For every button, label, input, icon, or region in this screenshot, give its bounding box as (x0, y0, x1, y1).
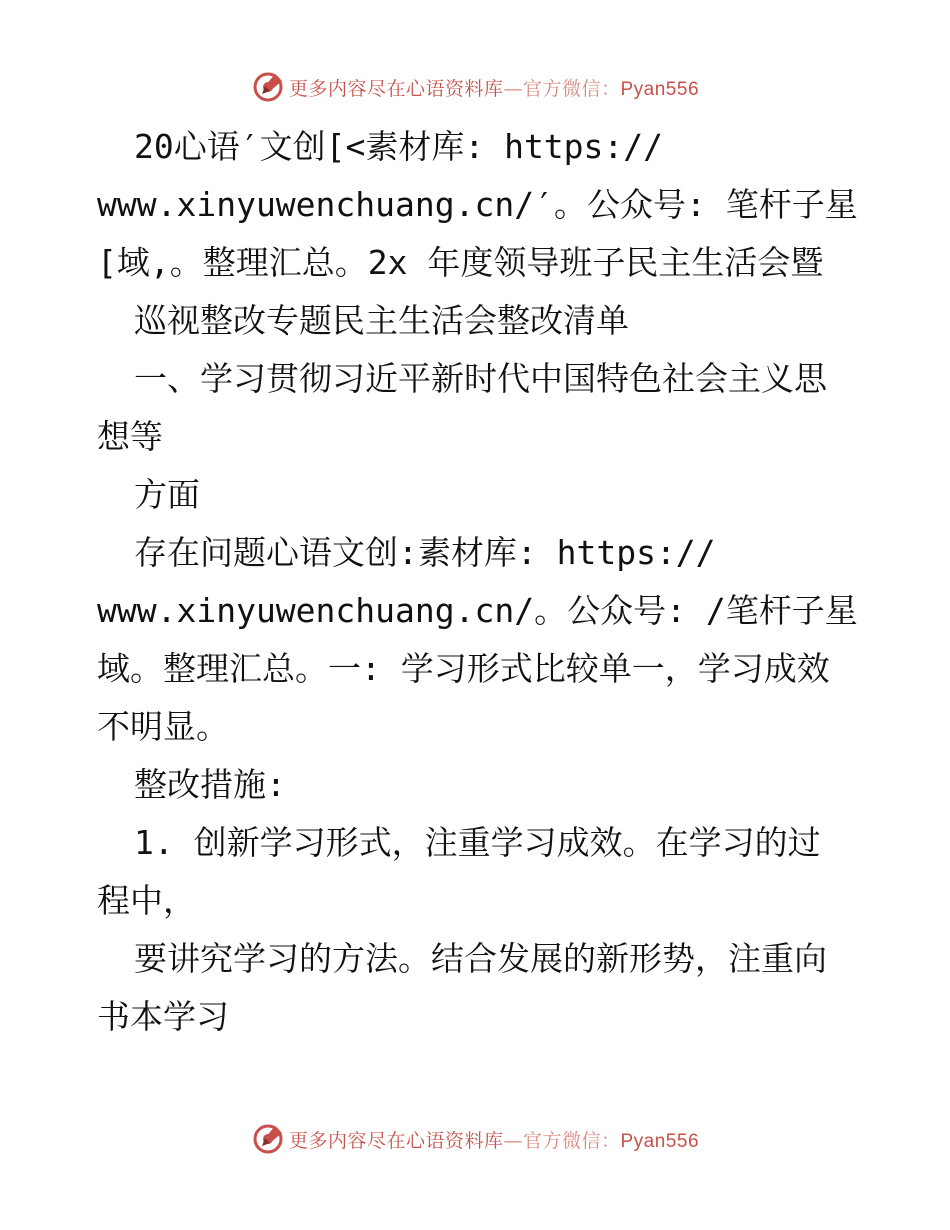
text-line: 要讲究学习的方法。结合发展的新形势，注重向 (134, 939, 827, 978)
header-watermark (0, 70, 950, 104)
text-line: 20心语′文创[<素材库: https:// (134, 127, 664, 166)
text-line: 方面 (134, 475, 200, 514)
text-line: www.xinyuwenchuang.cn/′。公众号: 笔杆子星 (97, 185, 858, 224)
text-line: 书本学习 (97, 997, 229, 1036)
text-line: 域。整理汇总。一: 学习形式比较单一，学习成效 (97, 649, 830, 688)
watermark-text: 更多内容尽在心语资料库—官方微信：Pyan556 (288, 77, 700, 100)
brand-logo-icon (251, 1122, 285, 1156)
footer-watermark (0, 1122, 950, 1156)
text-line: 不明显。 (97, 707, 229, 746)
brand-logo-icon (251, 70, 285, 104)
list-item: 1. 创新学习形式，注重学习成效。在学习的过 (134, 823, 821, 862)
text-line: www.xinyuwenchuang.cn/。公众号: /笔杆子星 (97, 591, 858, 630)
document-body (97, 118, 857, 1046)
text-line: 程中， (97, 881, 196, 920)
text-line: [域,。整理汇总。2x 年度领导班子民主生活会暨 (97, 243, 824, 282)
section-heading: 一、学习贯彻习近平新时代中国特色社会主义思 (134, 359, 827, 398)
subheading: 整改措施: (134, 765, 286, 804)
document-title: 巡视整改专题民主生活会整改清单 (134, 301, 629, 340)
text-line: 存在问题心语文创:素材库: https:// (134, 533, 716, 572)
watermark-text: 更多内容尽在心语资料库—官方微信：Pyan556 (288, 1129, 700, 1152)
text-line: 想等 (97, 417, 163, 456)
